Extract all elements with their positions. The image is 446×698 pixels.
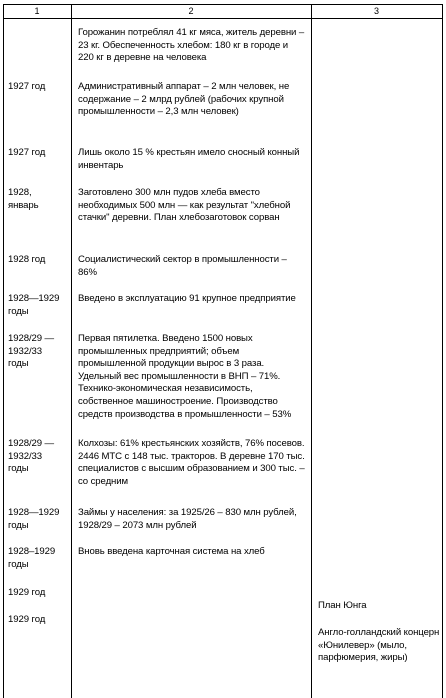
table-row-text: Административный аппарат – 2 млн человек, не содержание – 2 млрд рублей (рабочих крупной промышленности – 2,3 млн человек) (78, 81, 290, 118)
column-divider-2 (311, 4, 312, 698)
table-row-text: Введено в эксплуатацию 91 крупное предприятие (78, 293, 296, 304)
table-border-left (3, 4, 4, 698)
table-row-note: Англо-голландский концерн «Юнилевер» (мыло, парфюмерия, жиры) (318, 627, 440, 664)
column-divider-1 (71, 4, 72, 698)
table-row-text: Колхозы: 61% крестьянских хозяйств, 76% посевов. 2446 МТС с 148 тыс. тракторов. В деревне 170 тыс. специалистов с высшим образованием и 300 тыс. – со средним (78, 438, 305, 487)
table-row-date: 1929 год (8, 587, 46, 598)
table-row-date: 1928–1929 годы (8, 546, 56, 570)
header-col-3: 3 (373, 6, 379, 16)
header-col-2: 2 (188, 6, 194, 16)
table-border-right (442, 4, 443, 698)
table-row-text: Вновь введена карточная система на хлеб (78, 546, 265, 557)
table-row-date: 1928, январь (8, 187, 39, 211)
table-row-text: Займы у населения: за 1925/26 – 830 млн рублей, 1928/29 – 2073 млн рублей (78, 507, 297, 531)
table-row-date: 1929 год (8, 614, 46, 625)
table-row-date: 1927 год (8, 147, 46, 158)
table-row-date: 1927 год (8, 81, 46, 92)
table-row-text: Лишь около 15 % крестьян имело сносный конный инвентарь (78, 147, 300, 171)
table-row-text: Горожанин потреблял 41 кг мяса, житель деревни – 23 кг. Обеспеченность хлебом: 180 кг в городе и 220 кг в деревне на человека (78, 27, 305, 64)
table-row-date: 1928—1929 годы (8, 293, 60, 317)
table-row-note: План Юнга (318, 600, 367, 611)
header-col-1: 1 (34, 6, 40, 16)
table-row-text: Социалистический сектор в промышленности – 86% (78, 254, 287, 278)
table-row-date: 1928—1929 годы (8, 507, 60, 531)
table-row-date: 1928 год (8, 254, 46, 265)
table-row-text: Первая пятилетка. Введено 1500 новых промышленных предприятий; объем промышленной продукции вырос в 3 раза. Удельный вес промышленности в ВНП – 71%. Технико-экономическая независимость, собственное машиностроение. Производство средств производства в промышленности – 53% (78, 333, 292, 420)
header-divider (3, 18, 443, 19)
table-row-date: 1928/29 — 1932/33 годы (8, 438, 55, 475)
table-row-date: 1928/29 — 1932/33 годы (8, 333, 55, 370)
table-row-text: Заготовлено 300 млн пудов хлеба вместо необходимых 500 млн — как результат "хлебной стачки" деревни. План хлебозаготовок сорван (78, 187, 291, 224)
